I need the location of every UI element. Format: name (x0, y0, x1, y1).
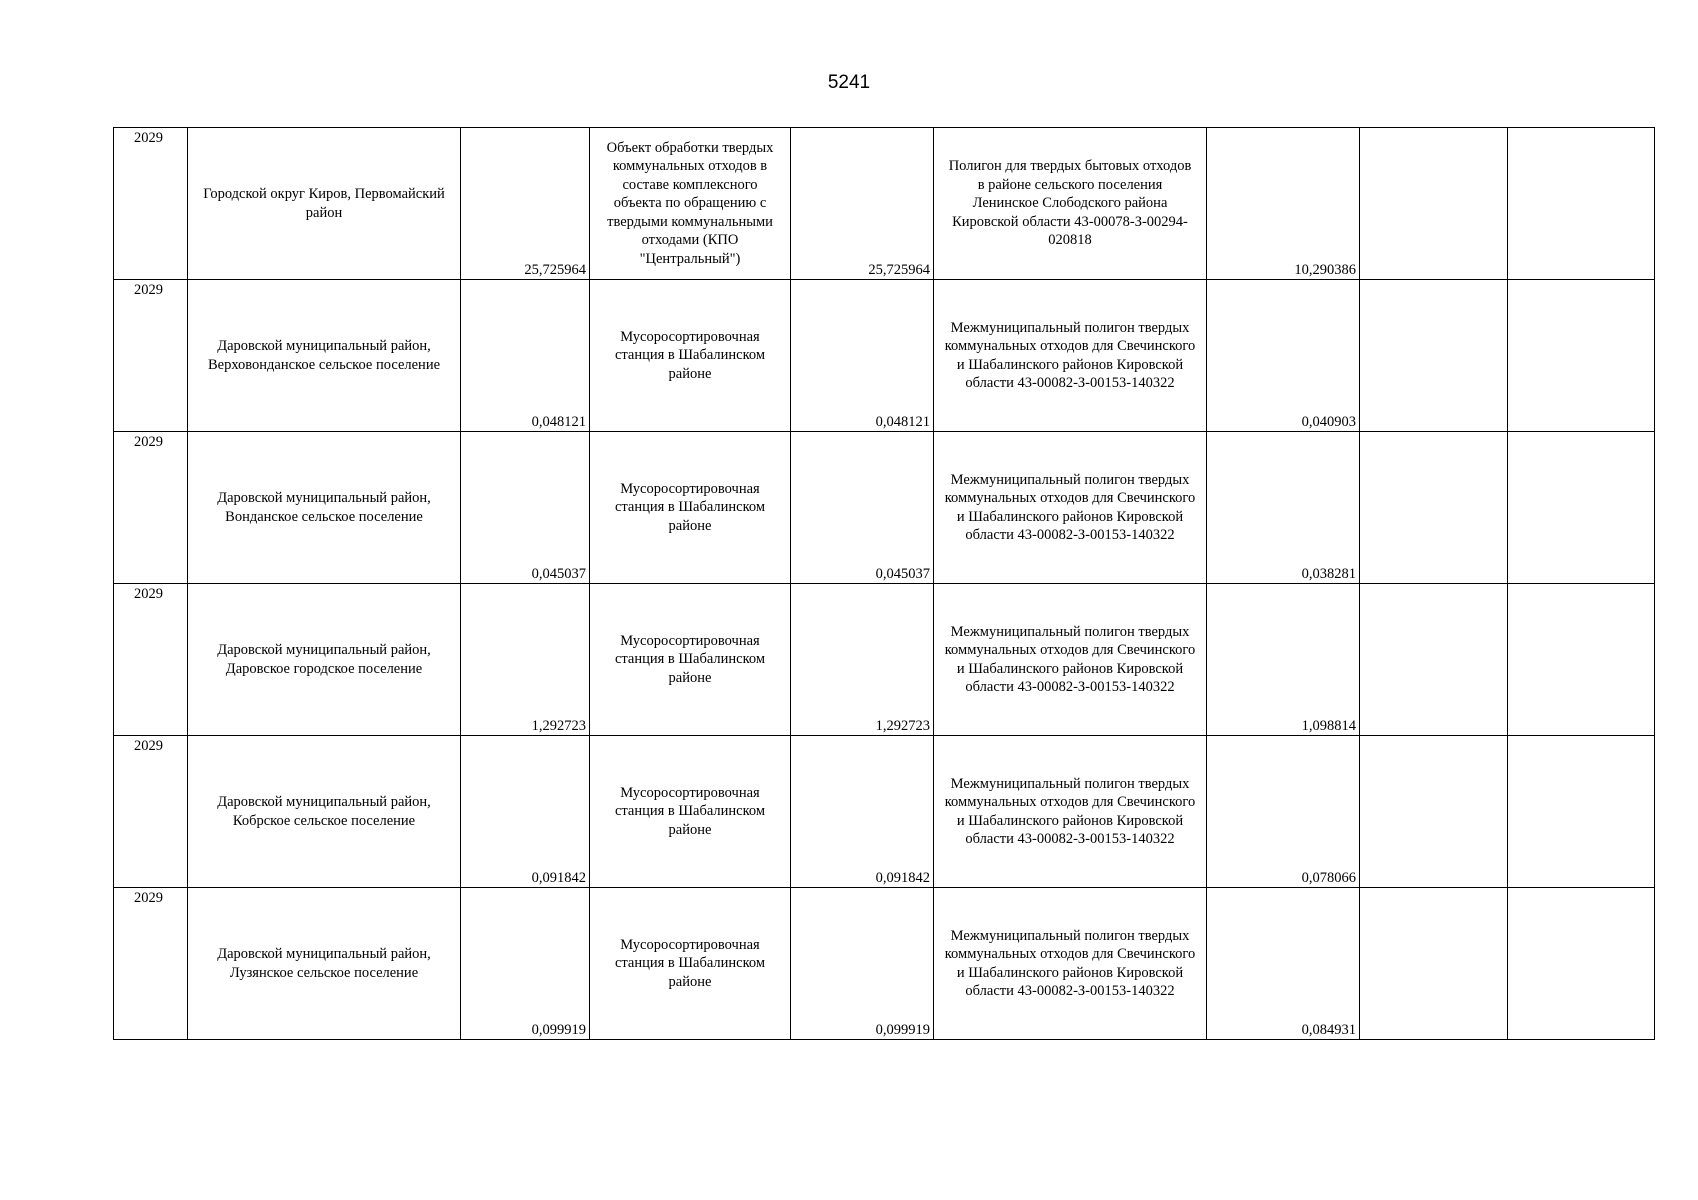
volume-disposed-cell: 0,078066 (1207, 736, 1360, 888)
year-cell: 2029 (114, 888, 188, 1040)
territory-cell: Даровской муниципальный район, Кобрское сельское поселение (188, 736, 461, 888)
disposal-object-cell: Межмуниципальный полигон твердых коммунальных отходов для Свечинского и Шабалинского районов Кировской области 43-00082-З-00153-140322 (934, 432, 1207, 584)
empty-cell (1508, 432, 1655, 584)
year-cell: 2029 (114, 584, 188, 736)
volume-processed-cell: 1,292723 (791, 584, 934, 736)
empty-cell (1508, 280, 1655, 432)
volume-generated-cell: 25,725964 (461, 128, 590, 280)
disposal-object-cell: Межмуниципальный полигон твердых коммунальных отходов для Свечинского и Шабалинского районов Кировской области 43-00082-З-00153-140322 (934, 280, 1207, 432)
data-table (113, 127, 1655, 1040)
volume-disposed-cell: 0,040903 (1207, 280, 1360, 432)
volume-processed-cell: 0,048121 (791, 280, 934, 432)
volume-processed-cell: 25,725964 (791, 128, 934, 280)
territory-cell: Городской округ Киров, Первомайский район (188, 128, 461, 280)
page-number: 5241 (827, 72, 871, 93)
volume-generated-cell: 0,048121 (461, 280, 590, 432)
volume-disposed-cell: 0,038281 (1207, 432, 1360, 584)
empty-cell (1360, 280, 1508, 432)
empty-cell (1360, 584, 1508, 736)
processing-object-cell: Объект обработки твердых коммунальных отходов в составе комплексного объекта по обращению с твердыми коммунальными отходами (КПО "Центральный") (590, 128, 791, 280)
volume-disposed-cell: 10,290386 (1207, 128, 1360, 280)
processing-object-cell: Мусоросортировочная станция в Шабалинском районе (590, 888, 791, 1040)
empty-cell (1508, 736, 1655, 888)
volume-disposed-cell: 0,084931 (1207, 888, 1360, 1040)
volume-processed-cell: 0,091842 (791, 736, 934, 888)
table-row (114, 736, 1655, 888)
table-row (114, 888, 1655, 1040)
year-cell: 2029 (114, 432, 188, 584)
year-cell: 2029 (114, 736, 188, 888)
table-row (114, 280, 1655, 432)
empty-cell (1360, 128, 1508, 280)
processing-object-cell: Мусоросортировочная станция в Шабалинском районе (590, 432, 791, 584)
table-row (114, 432, 1655, 584)
volume-generated-cell: 0,091842 (461, 736, 590, 888)
empty-cell (1360, 888, 1508, 1040)
disposal-object-cell: Полигон для твердых бытовых отходов в районе сельского поселения Ленинское Слободского района Кировской области 43-00078-З-00294-020818 (934, 128, 1207, 280)
empty-cell (1508, 584, 1655, 736)
empty-cell (1360, 736, 1508, 888)
volume-processed-cell: 0,099919 (791, 888, 934, 1040)
disposal-object-cell: Межмуниципальный полигон твердых коммунальных отходов для Свечинского и Шабалинского районов Кировской области 43-00082-З-00153-140322 (934, 736, 1207, 888)
volume-processed-cell: 0,045037 (791, 432, 934, 584)
table-row (114, 128, 1655, 280)
volume-generated-cell: 0,045037 (461, 432, 590, 584)
volume-generated-cell: 0,099919 (461, 888, 590, 1040)
empty-cell (1508, 888, 1655, 1040)
volume-generated-cell: 1,292723 (461, 584, 590, 736)
processing-object-cell: Мусоросортировочная станция в Шабалинском районе (590, 280, 791, 432)
empty-cell (1508, 128, 1655, 280)
table-row (114, 584, 1655, 736)
year-cell: 2029 (114, 280, 188, 432)
disposal-object-cell: Межмуниципальный полигон твердых коммунальных отходов для Свечинского и Шабалинского районов Кировской области 43-00082-З-00153-140322 (934, 584, 1207, 736)
territory-cell: Даровской муниципальный район, Даровское городское поселение (188, 584, 461, 736)
disposal-object-cell: Межмуниципальный полигон твердых коммунальных отходов для Свечинского и Шабалинского районов Кировской области 43-00082-З-00153-140322 (934, 888, 1207, 1040)
year-cell: 2029 (114, 128, 188, 280)
volume-disposed-cell: 1,098814 (1207, 584, 1360, 736)
territory-cell: Даровской муниципальный район, Верховонданское сельское поселение (188, 280, 461, 432)
processing-object-cell: Мусоросортировочная станция в Шабалинском районе (590, 736, 791, 888)
territory-cell: Даровской муниципальный район, Лузянское сельское поселение (188, 888, 461, 1040)
processing-object-cell: Мусоросортировочная станция в Шабалинском районе (590, 584, 791, 736)
empty-cell (1360, 432, 1508, 584)
territory-cell: Даровской муниципальный район, Вонданское сельское поселение (188, 432, 461, 584)
